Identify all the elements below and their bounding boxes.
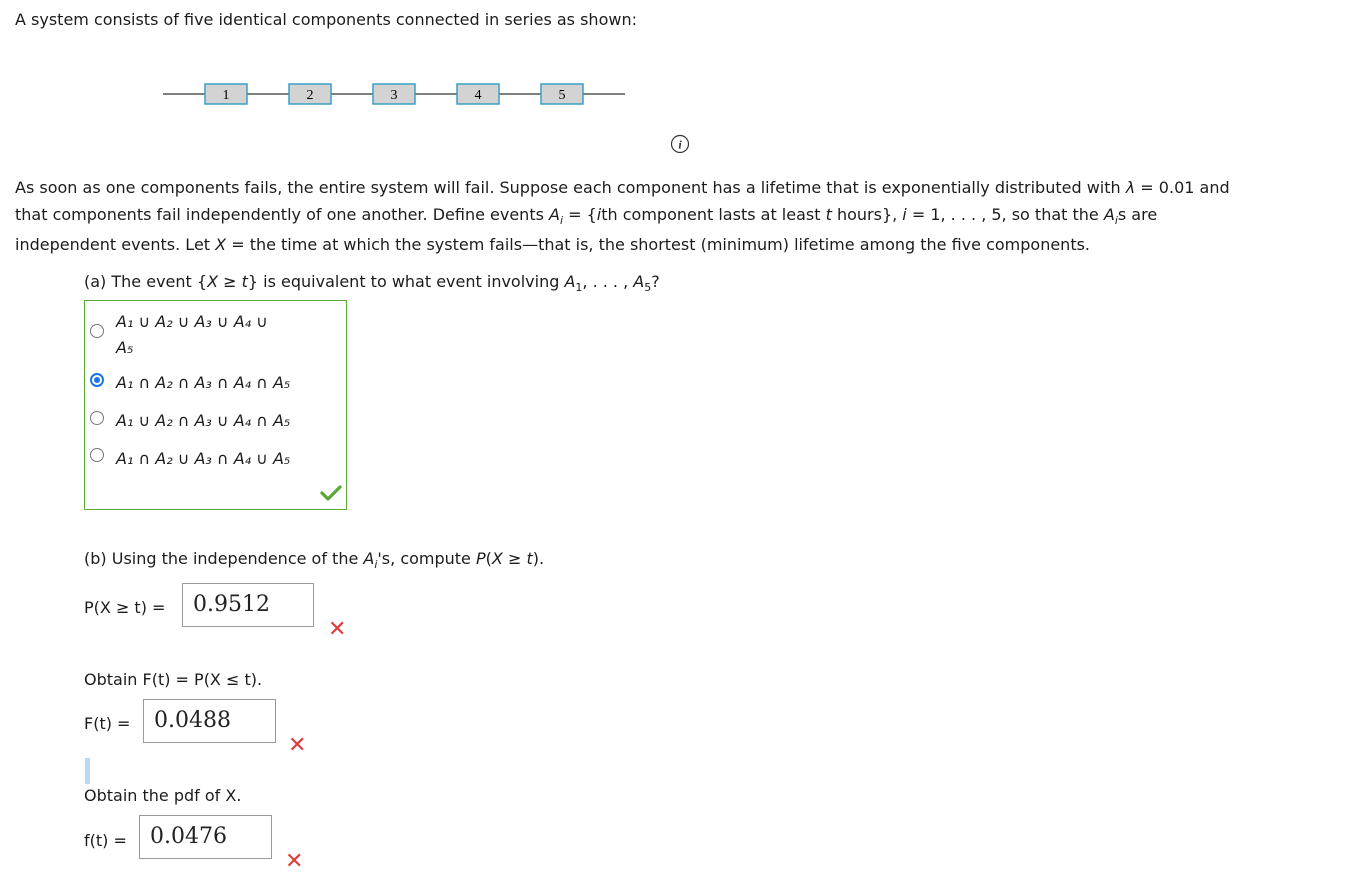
paragraph-line-1: As soon as one components fails, the entire system will fail. Suppose each component has a lifetime that is exponentially distributed with λ = 0.01 and <box>15 178 1230 197</box>
component-2 <box>289 84 331 104</box>
svg-text:i: i <box>678 137 682 152</box>
series-diagram <box>160 80 630 106</box>
option-2-label: A₁ ∩ A₂ ∩ A₃ ∩ A₄ ∩ A₅ <box>116 373 291 392</box>
part-a-question: (a) The event {X ≥ t} is equivalent to what event involving $A_1$, . . . , $A_5$? <box>84 272 660 294</box>
component-1 <box>205 84 247 104</box>
component-4-label: 4 <box>474 88 482 103</box>
option-1-radio[interactable] <box>90 324 104 338</box>
option-2-radio[interactable] <box>90 373 104 387</box>
component-4 <box>457 84 499 104</box>
wrong-x-icon: ✕ <box>288 733 307 758</box>
option-3-label: A₁ ∪ A₂ ∩ A₃ ∪ A₄ ∩ A₅ <box>116 411 291 430</box>
component-5-label: 5 <box>558 88 566 103</box>
pdf-prompt: Obtain the pdf of X. <box>84 786 242 805</box>
component-3-label: 3 <box>390 88 398 103</box>
option-1-label-line2: A₅ <box>116 338 134 357</box>
component-3 <box>373 84 415 104</box>
option-4-label: A₁ ∩ A₂ ∪ A₃ ∩ A₄ ∪ A₅ <box>116 449 291 468</box>
part-b-question: (b) Using the independence of the $A_i's$, compute P(X ≥ t). <box>84 549 545 571</box>
wrong-x-icon: ✕ <box>285 849 304 874</box>
component-1-label: 1 <box>222 88 230 103</box>
option-4-radio[interactable] <box>90 448 104 462</box>
info-icon[interactable] <box>670 134 690 154</box>
correct-check-icon <box>320 484 342 502</box>
wrong-x-icon: ✕ <box>328 617 347 642</box>
intro-text: A system consists of five identical components connected in series as shown: <box>15 10 637 29</box>
part-a-options-box <box>84 300 347 510</box>
option-3-radio[interactable] <box>90 411 104 425</box>
paragraph-line-3: independent events. Let X = the time at which the system fails—that is, the shortest (minimum) lifetime among the five components. <box>15 235 1091 254</box>
F-answer-input[interactable]: 0.0488 <box>143 699 276 743</box>
component-5 <box>541 84 583 104</box>
text-cursor-marker <box>85 758 90 784</box>
p-answer-input[interactable]: 0.9512 <box>182 583 314 627</box>
p-label: P(X ≥ t) = <box>84 598 166 617</box>
pdf-answer-input[interactable]: 0.0476 <box>139 815 272 859</box>
pdf-label: f(t) = <box>84 831 127 850</box>
paragraph-line-2: that components fail independently of one another. Define events $A_i = \{ith$ component lasts at least t hours}, i = 1, . . . , 5, so that the $A_is$ are <box>15 205 1158 227</box>
option-1-label-line1: A₁ ∪ A₂ ∪ A₃ ∪ A₄ ∪ <box>116 312 268 331</box>
F-prompt: Obtain F(t) = P(X ≤ t). <box>84 670 263 689</box>
F-label: F(t) = <box>84 714 131 733</box>
component-2-label: 2 <box>306 88 314 103</box>
